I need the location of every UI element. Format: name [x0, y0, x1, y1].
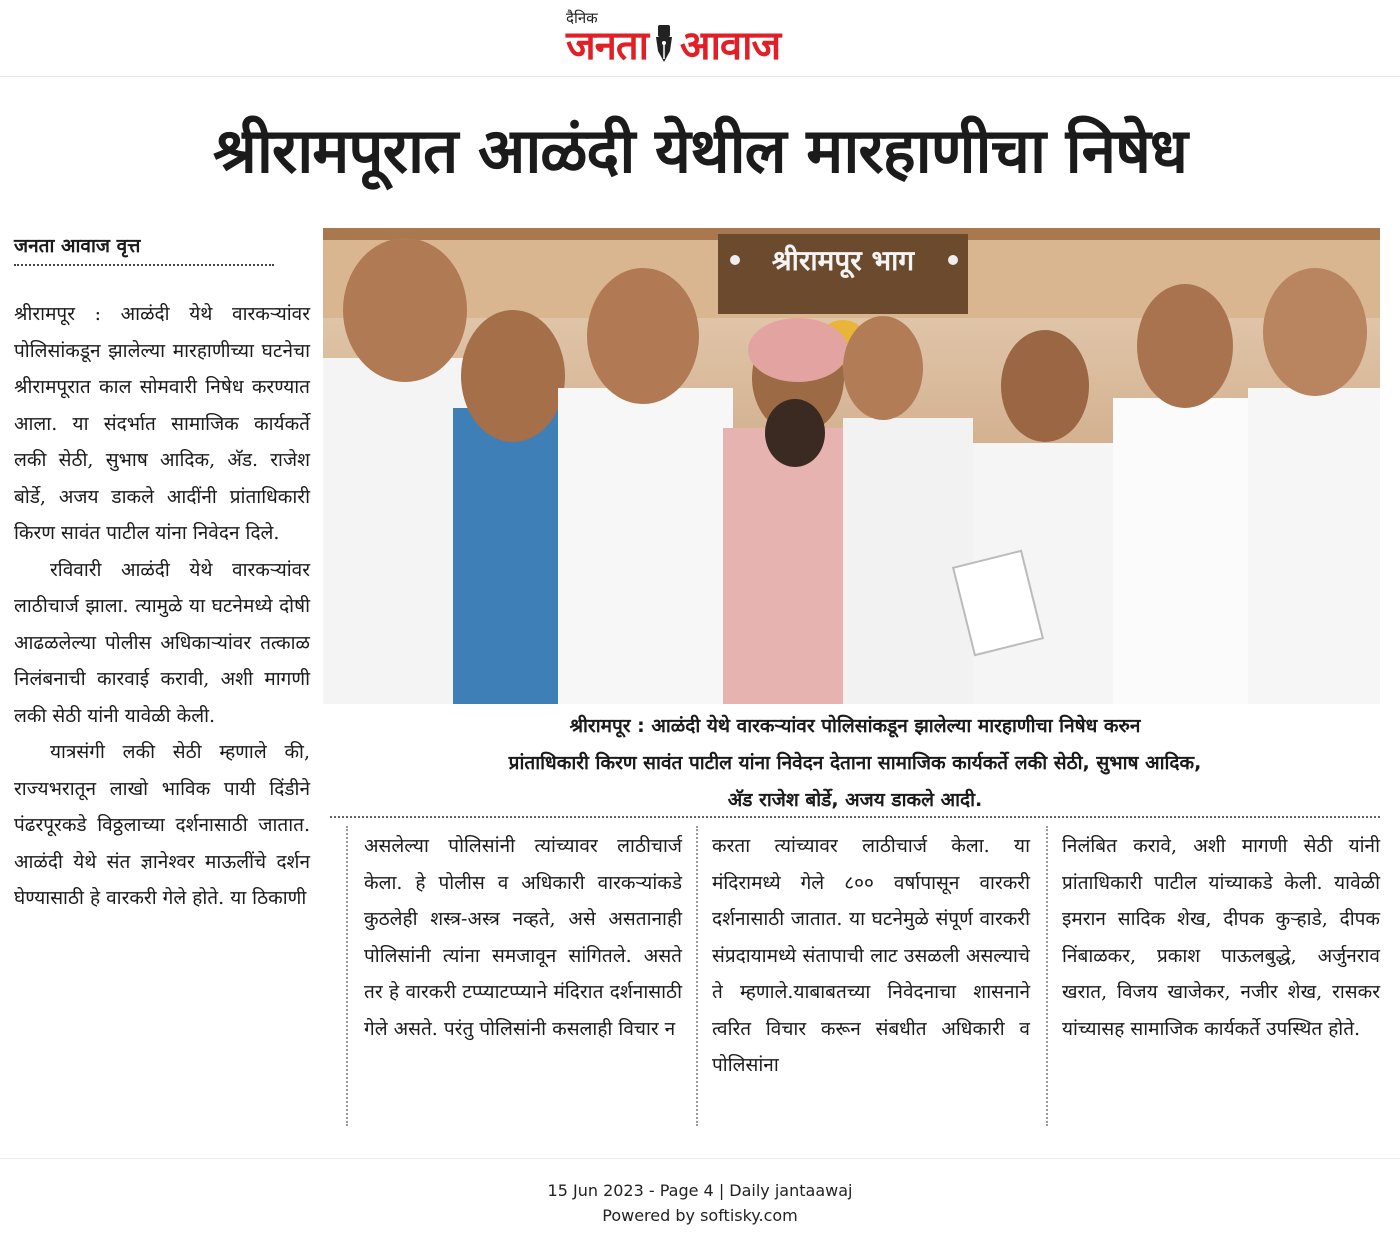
article-column-4: निलंबित करावे, अशी मागणी सेठी यांनी प्रांताधिकारी पाटील यांच्याकडे केली. यावेळी इमरान सादिक शेख, दीपक कुऱ्हाडे, दीपक निंबाळकर, प्रकाश पाऊलबुद्धे, अर्जुनराव खरात, विजय खाजेकर, नजीर शेख, रासकर यांच्यासह सामाजिक कार्यकर्ते उपस्थित होते. [1062, 835, 1380, 1040]
article-paragraph: रविवारी आळंदी येथे वारकऱ्यांवर लाठीचार्ज झाला. त्यामुळे या घटनेमध्ये दोषी आढळलेल्या पोलीस अधिकाऱ्यांवर तत्काळ निलंबनाची कारवाई करावी, अशी मागणी लकी सेठी यांनी यावेळी केली. [14, 558, 310, 727]
article-byline: जनता आवाज वृत्त [14, 232, 274, 266]
newspaper-logo[interactable] [566, 22, 780, 70]
office-sign-text: श्रीरामपूर भाग [771, 244, 915, 277]
group-photo-illustration [323, 228, 1380, 704]
caption-line: प्रांताधिकारी किरण सावंत पाटील यांना निवेदन देताना सामाजिक कार्यकर्ते लकी सेठी, सुभाष आदिक, [508, 752, 1202, 774]
footer-powered-by-link[interactable]: Powered by softisky.com [602, 1206, 798, 1225]
footer-divider [0, 1158, 1400, 1159]
footer-edition-info: 15 Jun 2023 - Page 4 | Daily jantaawaj [547, 1181, 853, 1200]
caption-divider [330, 816, 1380, 818]
column-divider [696, 826, 698, 1126]
photo-caption [330, 708, 1380, 819]
article-paragraph: श्रीरामपूर : आळंदी येथे वारकऱ्यांवर पोलिसांकडून झालेल्या मारहाणीच्या घटनेचा श्रीरामपूरात काल सोमवारी निषेध करण्यात आला. या संदर्भात सामाजिक कार्यकर्ते लकी सेठी, सुभाष आदिक, अ‍ॅड. राजेश बोर्डे, अजय डाकले आदींनी प्रांताधिकारी किरण सावंत पाटील यांना निवेदन दिले. [14, 303, 310, 544]
caption-line: अ‍ॅड राजेश बोर्डे, अजय डाकले आदी. [727, 789, 983, 811]
logo-name-right: आवाज [680, 23, 781, 69]
column-divider [1046, 826, 1048, 1126]
article-paragraph: यात्रसंगी लकी सेठी म्हणाले की, राज्यभरातून लाखो भाविक पायी दिंडीने पंढरपूरकडे विठ्ठलाच्या दर्शनासाठी जातात. आळंदी येथे संत ज्ञानेश्वर माऊलींचे दर्शन घेण्यासाठी हे वारकरी गेले होते. या ठिकाणी [14, 741, 310, 909]
news-photo [323, 228, 1380, 704]
caption-line: श्रीरामपूर : आळंदी येथे वारकऱ्यांवर पोलिसांकडून झालेल्या मारहाणीचा निषेध करुन [569, 715, 1141, 737]
page-footer [0, 1178, 1400, 1228]
article-column-2: असलेल्या पोलिसांनी त्यांच्यावर लाठीचार्ज केला. हे पोलीस व अधिकारी वारकऱ्यांकडे कुठलेही शस्त्र-अस्त्र नव्हते, असे असतानाही पोलिसांनी त्यांना समजावून सांगितले. असते तर हे वारकरी टप्प्याटप्प्याने मंदिरात दर्शनासाठी गेले असते. परंतु पोलिसांनी कसलाही विचार न [364, 835, 682, 1040]
article-headline: श्रीरामपूरात आळंदी येथील मारहाणीचा निषेध [212, 114, 1188, 187]
article-column-3: करता त्यांच्यावर लाठीचार्ज केला. या मंदिरामध्ये गेले ८०० वर्षापासून वारकरी दर्शनासाठी जातात. या घटनेमुळे संपूर्ण वारकरी संप्रदायामध्ये संतापाची लाट उसळली असल्याचे ते म्हणाले.याबाबतच्या निवेदनाचा शासनाने त्वरित विचार करून संबधीत अधिकारी व पोलिसांना [712, 835, 1030, 1076]
masthead-kicker: दैनिक [566, 9, 598, 27]
column-divider [346, 826, 348, 1126]
article-column-1 [14, 296, 310, 917]
masthead [0, 0, 1400, 77]
fountain-pen-icon [652, 25, 676, 63]
logo-name-left: जनता [566, 23, 649, 69]
